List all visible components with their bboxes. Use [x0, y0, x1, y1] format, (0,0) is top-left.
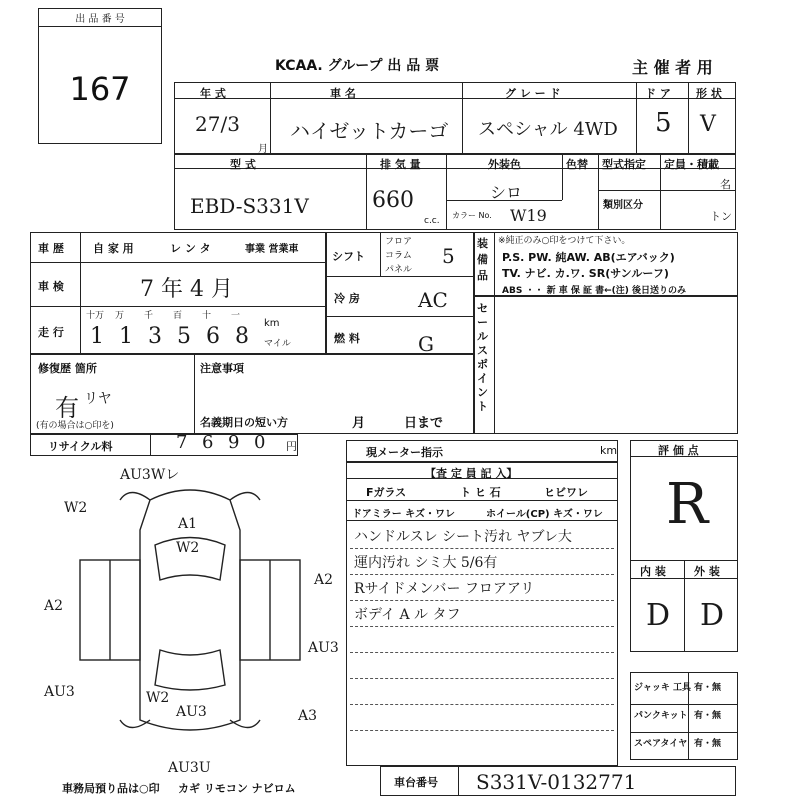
mileage-unit-header: 万: [115, 311, 125, 321]
recycle-digit: 7: [176, 432, 188, 453]
grade-value: スペシャル 4WD: [478, 119, 618, 140]
damage-mark: A2: [314, 572, 334, 588]
mileage-label: 走 行: [38, 326, 64, 339]
shift-column: コラム: [385, 251, 412, 261]
color-label: 外装色: [488, 158, 521, 171]
mileage-unit-header: 十: [202, 311, 212, 321]
evaluation-score: R: [666, 472, 709, 537]
mileage-unit-header: 十万: [86, 311, 105, 321]
repair-note: (有の場合は○印を): [36, 421, 114, 431]
damage-mark: AU3: [176, 704, 207, 720]
damage-mark: W2: [176, 540, 200, 556]
fuel-label: 燃 料: [334, 332, 360, 345]
form-title: KCAA. グループ 出 品 票: [275, 58, 440, 74]
evaluation-label: 評 価 点: [658, 444, 699, 457]
color-no-label: カラー No.: [452, 211, 492, 220]
ac-value: AC: [418, 288, 448, 312]
note-rule: [350, 626, 614, 627]
shift-value: 5: [442, 244, 455, 268]
damage-mark: AU3: [44, 684, 75, 700]
footer-note2: カギ リモコン ナビロム: [178, 782, 296, 795]
door-label: ド ア: [645, 87, 671, 100]
tool-label: パンクキット: [634, 711, 688, 721]
inspector-note-line: Rサイドメンバー フロアアリ: [354, 581, 535, 597]
mileage-unit-header: 一: [231, 311, 241, 321]
glass-crack: ヒビワレ: [544, 486, 588, 499]
model-label: 車 名: [330, 87, 356, 100]
damage-mark: AU3: [308, 640, 339, 656]
recycle-digit: 9: [228, 432, 240, 453]
exterior-score: D: [700, 598, 725, 633]
repair-value: 有: [55, 394, 79, 422]
capacity-unit-tons: トン: [710, 210, 732, 223]
lot-number: 167: [69, 70, 131, 108]
color-change-label: 色替: [566, 158, 588, 171]
note-rule: [350, 730, 614, 731]
recycle-digit: 6: [202, 432, 214, 453]
repair-note-value: リヤ: [84, 391, 112, 407]
footer-note1: 車務局預り品は○印: [62, 782, 160, 795]
shift-label: シフト: [332, 250, 365, 263]
equipment-line3: ABS ・・ 新 車 保 証 書←(注) 後日送りのみ: [502, 286, 687, 296]
shape-label: 形 状: [696, 87, 722, 100]
note-rule: [350, 548, 614, 549]
chassis-value: S331V-0132771: [476, 770, 637, 794]
mileage-digit: 1: [119, 324, 133, 349]
fuel-value: G: [418, 332, 434, 356]
mileage-unit-header: 千: [144, 311, 154, 321]
recycle-digit: 0: [254, 432, 266, 453]
mileage-unit-header: 百: [173, 311, 183, 321]
damage-mark: A1: [178, 516, 198, 532]
year-label: 年 式: [200, 87, 226, 100]
inspection-label: 車 検: [38, 280, 64, 293]
mileage-mile: マイル: [264, 339, 291, 349]
history-private: 自 家 用: [93, 242, 134, 255]
year-value: 27/3: [195, 112, 240, 136]
displacement-unit: c.c.: [424, 216, 440, 226]
model-value: ハイゼットカーゴ: [290, 119, 449, 143]
glass-options: ト ヒ 石: [460, 486, 501, 499]
inspector-title: 【査 定 員 記 入】: [425, 467, 518, 480]
chassis-label: 車台番号: [394, 776, 438, 789]
inspector-note-line: ハンドルスレ シート汚れ ヤブレ大: [354, 529, 572, 545]
inspector-note-line: ボデイ A ル タフ: [354, 607, 461, 623]
inspector-note-line: 運内汚れ シミ大 5/6有: [354, 555, 498, 571]
displacement-value: 660: [372, 188, 414, 213]
glass-label: Fガラス: [366, 486, 407, 499]
ac-label: 冷 房: [334, 292, 360, 305]
color-no-value: W19: [510, 206, 547, 225]
note-rule: [350, 704, 614, 705]
expiry-label: 名義期日の短い方: [200, 416, 288, 429]
color-value: シロ: [490, 183, 523, 202]
tool-value: 有・無: [694, 683, 722, 693]
year-unit: 月: [258, 144, 268, 155]
form-usage: 主 催 者 用: [632, 58, 713, 77]
repair-label: 修復歴 箇所: [38, 362, 97, 375]
selling-point-box: [474, 296, 738, 434]
selling-point-label: セールスポイント: [477, 302, 488, 413]
recycle-label: リサイクル料: [48, 440, 113, 453]
expiry-day: 日まで: [404, 416, 444, 431]
history-rental: レ ン タ: [170, 242, 211, 255]
shift-panel: パネル: [385, 265, 413, 275]
attention-label: 注意事項: [200, 362, 244, 375]
expiry-month: 月: [352, 416, 366, 431]
mirror-label: ドアミラー キズ・ワレ: [352, 509, 455, 520]
equipment-line2: TV. ナビ. カ.ワ. SR(サンルーフ): [502, 267, 669, 280]
note-rule: [350, 652, 614, 653]
tool-label: スペアタイヤ: [634, 739, 688, 749]
tool-divider: [630, 732, 738, 733]
history-label: 車 歴: [38, 242, 64, 255]
type-label: 型 式: [230, 158, 256, 171]
note-rule: [350, 574, 614, 575]
damage-mark: A3: [298, 708, 318, 724]
displacement-label: 排 気 量: [380, 158, 421, 171]
lot-label: 出 品 番 号: [75, 14, 125, 25]
type-spec-label: 型式指定: [602, 158, 646, 171]
mileage-digit: 5: [177, 324, 191, 349]
exterior-label: 外 装: [694, 565, 720, 578]
interior-label: 内 装: [640, 565, 666, 578]
mileage-digit: 3: [148, 324, 162, 349]
type-value: EBD-S331V: [190, 194, 309, 218]
equipment-label: 装備品: [477, 237, 488, 282]
tool-value: 有・無: [694, 739, 722, 749]
capacity-unit-persons: 名: [720, 178, 731, 191]
tool-label: ジャッキ 工具: [634, 683, 691, 693]
equipment-note: ※純正のみ○印をつけて下さい。: [498, 236, 631, 246]
capacity-label: 定員・積載: [664, 158, 719, 171]
shape-value: V: [700, 112, 716, 137]
meter-unit: km: [600, 444, 618, 457]
tool-value: 有・無: [694, 711, 722, 721]
damage-mark: A2: [44, 598, 64, 614]
shift-floor: フロア: [385, 237, 413, 247]
mileage-digit: 1: [90, 324, 104, 349]
tool-divider: [630, 704, 738, 705]
door-value: 5: [655, 108, 672, 138]
note-rule: [350, 600, 614, 601]
note-rule: [350, 678, 614, 679]
damage-mark: W2: [64, 500, 88, 516]
mileage-digit: 8: [235, 324, 249, 349]
history-commercial: 事業 営業車: [245, 244, 299, 255]
interior-score: D: [646, 598, 671, 633]
inspection-value: 7 年 4 月: [140, 277, 233, 302]
recycle-unit: 円: [286, 440, 297, 453]
damage-mark: W2: [146, 690, 170, 706]
mileage-digit: 6: [206, 324, 220, 349]
class-label: 類別区分: [603, 200, 643, 211]
mileage-km: km: [264, 318, 280, 329]
grade-label: グ レ ー ド: [505, 87, 561, 100]
meter-label: 現メーター指示: [366, 446, 443, 459]
damage-mark: AU3U: [168, 760, 211, 776]
wheel-label: ホイール(CP) キズ・ワレ: [486, 509, 603, 520]
damage-mark: AU3Wレ: [120, 467, 180, 483]
equipment-line1: P.S. PW. 純AW. AB(エアバック): [502, 251, 675, 264]
